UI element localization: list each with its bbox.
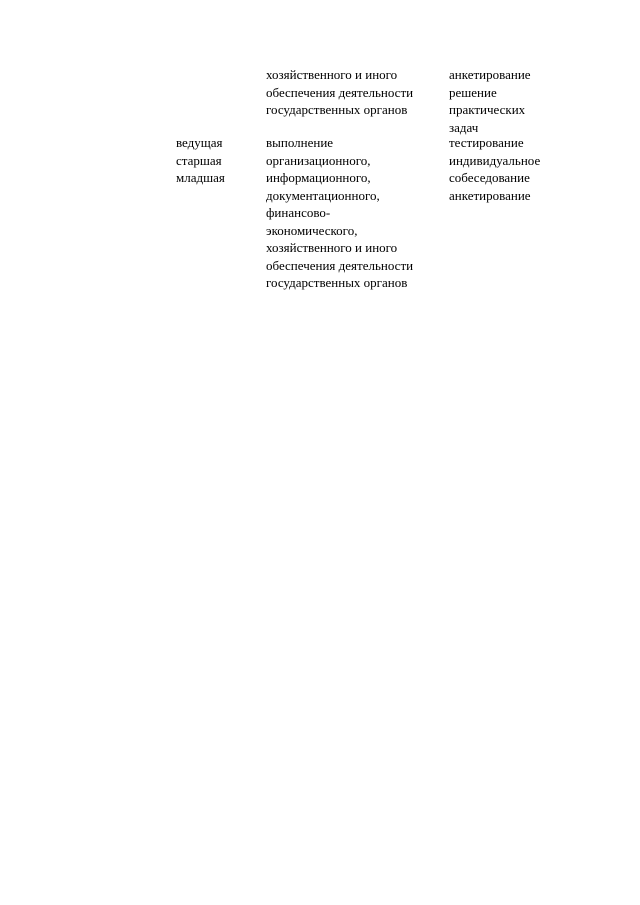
functions-cell bbox=[266, 134, 442, 292]
text-line: обеспечения деятельности bbox=[266, 84, 414, 100]
methods-cell bbox=[449, 66, 569, 136]
text-line: младшая bbox=[176, 170, 225, 185]
text-line: собеседование bbox=[449, 170, 530, 185]
text-line: хозяйственного и иного bbox=[266, 240, 398, 255]
functions-cell bbox=[266, 66, 442, 119]
text-line: решение bbox=[449, 84, 497, 100]
text-line: тестирование bbox=[449, 135, 524, 150]
text-line: ведущая bbox=[176, 135, 223, 150]
text-line: старшая bbox=[176, 152, 222, 168]
text-line: практических bbox=[449, 102, 526, 117]
text-line: экономического, bbox=[266, 222, 358, 238]
text-line: задач bbox=[449, 119, 479, 135]
text-line: обеспечения деятельности bbox=[266, 257, 414, 273]
text-line: государственных органов bbox=[266, 275, 408, 290]
text-line: анкетирование bbox=[449, 187, 531, 203]
text-line: хозяйственного и иного bbox=[266, 67, 398, 82]
text-line: индивидуальное bbox=[449, 152, 541, 168]
text-line: финансово- bbox=[266, 205, 331, 220]
text-line: государственных органов bbox=[266, 102, 408, 117]
text-line: организационного, bbox=[266, 152, 371, 168]
text-line: выполнение bbox=[266, 135, 334, 150]
text-line: информационного, bbox=[266, 170, 371, 185]
grade-cell bbox=[176, 134, 256, 187]
text-line: документационного, bbox=[266, 187, 380, 203]
methods-cell bbox=[449, 134, 569, 204]
text-line: анкетирование bbox=[449, 67, 531, 82]
